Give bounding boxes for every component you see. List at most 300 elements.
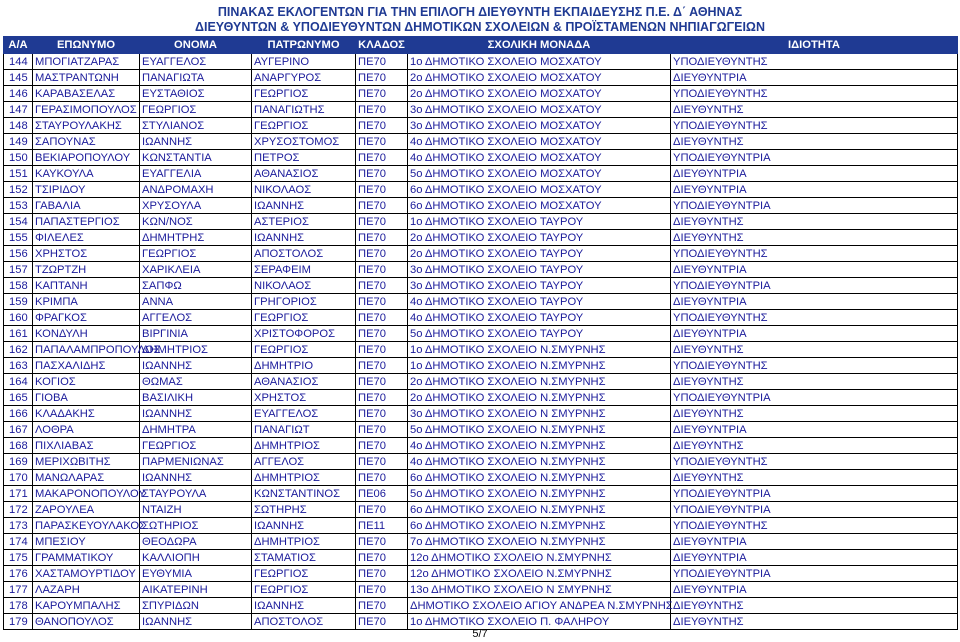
- cell-position: ΔΙΕΥΘΥΝΤΡΙΑ: [671, 326, 958, 342]
- cell-school-unit: 5ο ΔΗΜΟΤΙΚΟ ΣΧΟΛΕΙΟ Ν.ΣΜΥΡΝΗΣ: [408, 486, 671, 502]
- cell-name: ΣΠΥΡΙΔΩΝ: [140, 598, 252, 614]
- cell-aa: 157: [4, 262, 33, 278]
- cell-aa: 153: [4, 198, 33, 214]
- cell-surname: ΚΛΑΔΑΚΗΣ: [33, 406, 140, 422]
- cell-aa: 176: [4, 566, 33, 582]
- cell-fathers-name: ΕΥΑΓΓΕΛΟΣ: [252, 406, 356, 422]
- cell-fathers-name: ΚΩΝΣΤΑΝΤΙΝΟΣ: [252, 486, 356, 502]
- cell-position: ΔΙΕΥΘΥΝΤΗΣ: [671, 374, 958, 390]
- cell-position: ΔΙΕΥΘΥΝΤΗΣ: [671, 470, 958, 486]
- cell-specialty: ΠΕ70: [356, 150, 408, 166]
- cell-school-unit: 2ο ΔΗΜΟΤΙΚΟ ΣΧΟΛΕΙΟ Ν.ΣΜΥΡΝΗΣ: [408, 390, 671, 406]
- cell-surname: ΛΟΘΡΑ: [33, 422, 140, 438]
- cell-aa: 146: [4, 86, 33, 102]
- table-row: [4, 150, 958, 166]
- cell-fathers-name: ΑΥΓΕΡΙΝΟ: [252, 54, 356, 70]
- cell-position: ΥΠΟΔΙΕΥΘΥΝΤΡΙΑ: [671, 502, 958, 518]
- cell-aa: 173: [4, 518, 33, 534]
- cell-fathers-name: ΙΩΑΝΝΗΣ: [252, 198, 356, 214]
- cell-aa: 149: [4, 134, 33, 150]
- cell-position: ΔΙΕΥΘΥΝΤΡΙΑ: [671, 550, 958, 566]
- cell-position: ΥΠΟΔΙΕΥΘΥΝΤΗΣ: [671, 54, 958, 70]
- column-header-school-unit: ΣΧΟΛΙΚΗ ΜΟΝΑΔΑ: [408, 37, 671, 54]
- cell-surname: ΚΡΙΜΠΑ: [33, 294, 140, 310]
- table-row: [4, 374, 958, 390]
- table-row: [4, 246, 958, 262]
- cell-school-unit: 6ο ΔΗΜΟΤΙΚΟ ΣΧΟΛΕΙΟ ΜΟΣΧΑΤΟΥ: [408, 182, 671, 198]
- cell-fathers-name: ΑΣΤΕΡΙΟΣ: [252, 214, 356, 230]
- cell-position: ΥΠΟΔΙΕΥΘΥΝΤΡΙΑ: [671, 486, 958, 502]
- cell-school-unit: 2ο ΔΗΜΟΤΙΚΟ ΣΧΟΛΕΙΟ Ν.ΣΜΥΡΝΗΣ: [408, 374, 671, 390]
- cell-fathers-name: ΑΘΑΝΑΣΙΟΣ: [252, 166, 356, 182]
- cell-specialty: ΠΕ70: [356, 550, 408, 566]
- cell-position: ΔΙΕΥΘΥΝΤΡΙΑ: [671, 422, 958, 438]
- cell-name: ΧΑΡΙΚΛΕΙΑ: [140, 262, 252, 278]
- cell-position: ΥΠΟΔΙΕΥΘΥΝΤΡΙΑ: [671, 566, 958, 582]
- cell-aa: 147: [4, 102, 33, 118]
- cell-position: ΥΠΟΔΙΕΥΘΥΝΤΗΣ: [671, 454, 958, 470]
- cell-surname: ΓΕΡΑΣΙΜΟΠΟΥΛΟΣ: [33, 102, 140, 118]
- cell-name: ΓΕΩΡΓΙΟΣ: [140, 438, 252, 454]
- cell-name: ΚΑΛΛΙΟΠΗ: [140, 550, 252, 566]
- column-header-surname: ΕΠΩΝΥΜΟ: [33, 37, 140, 54]
- cell-position: ΥΠΟΔΙΕΥΘΥΝΤΡΙΑ: [671, 390, 958, 406]
- cell-surname: ΦΡΑΓΚΟΣ: [33, 310, 140, 326]
- cell-school-unit: 1ο ΔΗΜΟΤΙΚΟ ΣΧΟΛΕΙΟ Π. ΦΑΛΗΡΟΥ: [408, 614, 671, 630]
- cell-surname: ΠΑΡΑΣΚΕΥΟΥΛΑΚΟΣ: [33, 518, 140, 534]
- table-row: [4, 102, 958, 118]
- table-header-row: [4, 37, 958, 54]
- table-row: [4, 262, 958, 278]
- table-row: [4, 182, 958, 198]
- cell-fathers-name: ΧΡΗΣΤΟΣ: [252, 390, 356, 406]
- table-row: [4, 454, 958, 470]
- cell-surname: ΜΠΕΣΙΟΥ: [33, 534, 140, 550]
- cell-surname: ΜΠΟΓΙΑΤΖΑΡΑΣ: [33, 54, 140, 70]
- cell-specialty: ΠΕ70: [356, 166, 408, 182]
- table-row: [4, 198, 958, 214]
- cell-name: ΚΩΝ/ΝΟΣ: [140, 214, 252, 230]
- table-row: [4, 326, 958, 342]
- cell-position: ΔΙΕΥΘΥΝΤΗΣ: [671, 342, 958, 358]
- cell-position: ΔΙΕΥΘΥΝΤΗΣ: [671, 102, 958, 118]
- cell-name: ΣΤΑΥΡΟΥΛΑ: [140, 486, 252, 502]
- cell-fathers-name: ΓΕΩΡΓΙΟΣ: [252, 582, 356, 598]
- cell-school-unit: 4ο ΔΗΜΟΤΙΚΟ ΣΧΟΛΕΙΟ Ν.ΣΜΥΡΝΗΣ: [408, 438, 671, 454]
- cell-school-unit: 1ο ΔΗΜΟΤΙΚΟ ΣΧΟΛΕΙΟ Ν.ΣΜΥΡΝΗΣ: [408, 358, 671, 374]
- cell-name: ΙΩΑΝΝΗΣ: [140, 470, 252, 486]
- cell-position: ΔΙΕΥΘΥΝΤΡΙΑ: [671, 182, 958, 198]
- cell-surname: ΠΑΠΑΛΑΜΠΡΟΠΟΥΛΟΣ: [33, 342, 140, 358]
- cell-school-unit: 1ο ΔΗΜΟΤΙΚΟ ΣΧΟΛΕΙΟ ΤΑΥΡΟΥ: [408, 214, 671, 230]
- cell-specialty: ΠΕ70: [356, 390, 408, 406]
- cell-specialty: ΠΕ70: [356, 502, 408, 518]
- table-row: [4, 342, 958, 358]
- cell-school-unit: 12ο ΔΗΜΟΤΙΚΟ ΣΧΟΛΕΙΟ Ν.ΣΜΥΡΝΗΣ: [408, 550, 671, 566]
- cell-school-unit: 6ο ΔΗΜΟΤΙΚΟ ΣΧΟΛΕΙΟ Ν.ΣΜΥΡΝΗΣ: [408, 502, 671, 518]
- cell-position: ΥΠΟΔΙΕΥΘΥΝΤΗΣ: [671, 358, 958, 374]
- cell-specialty: ΠΕ70: [356, 102, 408, 118]
- cell-fathers-name: ΓΕΩΡΓΙΟΣ: [252, 86, 356, 102]
- cell-specialty: ΠΕ70: [356, 278, 408, 294]
- cell-name: ΙΩΑΝΝΗΣ: [140, 358, 252, 374]
- cell-surname: ΠΑΠΑΣΤΕΡΓΙΟΣ: [33, 214, 140, 230]
- cell-surname: ΘΑΝΟΠΟΥΛΟΣ: [33, 614, 140, 630]
- cell-school-unit: 1ο ΔΗΜΟΤΙΚΟ ΣΧΟΛΕΙΟ Ν.ΣΜΥΡΝΗΣ: [408, 342, 671, 358]
- cell-name: ΓΕΩΡΓΙΟΣ: [140, 246, 252, 262]
- cell-school-unit: 6ο ΔΗΜΟΤΙΚΟ ΣΧΟΛΕΙΟ Ν.ΣΜΥΡΝΗΣ: [408, 518, 671, 534]
- cell-fathers-name: ΣΩΤΗΡΗΣ: [252, 502, 356, 518]
- cell-surname: ΣΤΑΥΡΟΥΛΑΚΗΣ: [33, 118, 140, 134]
- cell-specialty: ΠΕ70: [356, 70, 408, 86]
- cell-position: ΔΙΕΥΘΥΝΤΡΙΑ: [671, 166, 958, 182]
- cell-school-unit: 5ο ΔΗΜΟΤΙΚΟ ΣΧΟΛΕΙΟ ΜΟΣΧΑΤΟΥ: [408, 166, 671, 182]
- cell-school-unit: 4ο ΔΗΜΟΤΙΚΟ ΣΧΟΛΕΙΟ ΤΑΥΡΟΥ: [408, 294, 671, 310]
- cell-specialty: ΠΕ70: [356, 358, 408, 374]
- cell-specialty: ΠΕ70: [356, 294, 408, 310]
- cell-surname: ΠΑΣΧΑΛΙΔΗΣ: [33, 358, 140, 374]
- cell-fathers-name: ΓΕΩΡΓΙΟΣ: [252, 342, 356, 358]
- cell-position: ΔΙΕΥΘΥΝΤΗΣ: [671, 134, 958, 150]
- cell-fathers-name: ΔΗΜΗΤΡΙΟΣ: [252, 470, 356, 486]
- cell-fathers-name: ΧΡΙΣΤΟΦΟΡΟΣ: [252, 326, 356, 342]
- cell-fathers-name: ΑΠΟΣΤΟΛΟΣ: [252, 246, 356, 262]
- cell-school-unit: 13ο ΔΗΜΟΤΙΚΟ ΣΧΟΛΕΙΟ Ν ΣΜΥΡΝΗΣ: [408, 582, 671, 598]
- cell-school-unit: 5ο ΔΗΜΟΤΙΚΟ ΣΧΟΛΕΙΟ ΤΑΥΡΟΥ: [408, 326, 671, 342]
- table-row: [4, 422, 958, 438]
- cell-specialty: ΠΕ70: [356, 598, 408, 614]
- cell-specialty: ΠΕ70: [356, 198, 408, 214]
- cell-fathers-name: ΙΩΑΝΝΗΣ: [252, 230, 356, 246]
- cell-school-unit: 2ο ΔΗΜΟΤΙΚΟ ΣΧΟΛΕΙΟ ΜΟΣΧΑΤΟΥ: [408, 86, 671, 102]
- cell-name: ΑΝΝΑ: [140, 294, 252, 310]
- cell-fathers-name: ΑΠΟΣΤΟΛΟΣ: [252, 614, 356, 630]
- cell-fathers-name: ΙΩΑΝΝΗΣ: [252, 518, 356, 534]
- cell-school-unit: 12ο ΔΗΜΟΤΙΚΟ ΣΧΟΛΕΙΟ Ν.ΣΜΥΡΝΗΣ: [408, 566, 671, 582]
- cell-aa: 170: [4, 470, 33, 486]
- cell-aa: 164: [4, 374, 33, 390]
- cell-school-unit: 1ο ΔΗΜΟΤΙΚΟ ΣΧΟΛΕΙΟ ΜΟΣΧΑΤΟΥ: [408, 54, 671, 70]
- cell-aa: 161: [4, 326, 33, 342]
- cell-school-unit: 7ο ΔΗΜΟΤΙΚΟ ΣΧΟΛΕΙΟ Ν.ΣΜΥΡΝΗΣ: [408, 534, 671, 550]
- cell-position: ΔΙΕΥΘΥΝΤΡΙΑ: [671, 582, 958, 598]
- cell-name: ΔΗΜΗΤΡΑ: [140, 422, 252, 438]
- cell-specialty: ΠΕ70: [356, 438, 408, 454]
- cell-position: ΔΙΕΥΘΥΝΤΡΙΑ: [671, 262, 958, 278]
- cell-aa: 163: [4, 358, 33, 374]
- cell-surname: ΒΕΚΙΑΡΟΠΟΥΛΟΥ: [33, 150, 140, 166]
- table-row: [4, 470, 958, 486]
- cell-fathers-name: ΠΑΝΑΓΙΩΤ: [252, 422, 356, 438]
- cell-specialty: ΠΕ70: [356, 310, 408, 326]
- cell-aa: 158: [4, 278, 33, 294]
- cell-name: ΒΙΡΓΙΝΙΑ: [140, 326, 252, 342]
- cell-aa: 174: [4, 534, 33, 550]
- cell-surname: ΚΑΡΟΥΜΠΑΛΗΣ: [33, 598, 140, 614]
- cell-surname: ΧΑΣΤΑΜΟΥΡΤΙΔΟΥ: [33, 566, 140, 582]
- cell-name: ΒΑΣΙΛΙΚΗ: [140, 390, 252, 406]
- cell-name: ΙΩΑΝΝΗΣ: [140, 614, 252, 630]
- cell-name: ΑΝΔΡΟΜΑΧΗ: [140, 182, 252, 198]
- cell-school-unit: 4ο ΔΗΜΟΤΙΚΟ ΣΧΟΛΕΙΟ Ν.ΣΜΥΡΝΗΣ: [408, 454, 671, 470]
- cell-specialty: ΠΕ11: [356, 518, 408, 534]
- cell-aa: 168: [4, 438, 33, 454]
- cell-surname: ΤΖΩΡΤΖΗ: [33, 262, 140, 278]
- table-row: [4, 534, 958, 550]
- cell-school-unit: 3ο ΔΗΜΟΤΙΚΟ ΣΧΟΛΕΙΟ ΜΟΣΧΑΤΟΥ: [408, 102, 671, 118]
- cell-aa: 154: [4, 214, 33, 230]
- cell-position: ΔΙΕΥΘΥΝΤΗΣ: [671, 214, 958, 230]
- cell-aa: 155: [4, 230, 33, 246]
- cell-aa: 167: [4, 422, 33, 438]
- cell-name: ΙΩΑΝΝΗΣ: [140, 134, 252, 150]
- cell-name: ΕΥΘΥΜΙΑ: [140, 566, 252, 582]
- cell-fathers-name: ΣΤΑΜΑΤΙΟΣ: [252, 550, 356, 566]
- cell-fathers-name: ΣΕΡΑΦΕΙΜ: [252, 262, 356, 278]
- cell-fathers-name: ΙΩΑΝΝΗΣ: [252, 598, 356, 614]
- cell-surname: ΤΣΙΡΙΔΟΥ: [33, 182, 140, 198]
- cell-specialty: ΠΕ70: [356, 118, 408, 134]
- cell-position: ΥΠΟΔΙΕΥΘΥΝΤΗΣ: [671, 246, 958, 262]
- cell-name: ΕΥΑΓΓΕΛΙΑ: [140, 166, 252, 182]
- cell-fathers-name: ΑΝΑΡΓΥΡΟΣ: [252, 70, 356, 86]
- cell-fathers-name: ΓΡΗΓΟΡΙΟΣ: [252, 294, 356, 310]
- cell-name: ΘΩΜΑΣ: [140, 374, 252, 390]
- cell-aa: 148: [4, 118, 33, 134]
- cell-specialty: ΠΕ70: [356, 470, 408, 486]
- cell-name: ΕΥΣΤΑΘΙΟΣ: [140, 86, 252, 102]
- cell-name: ΘΕΟΔΩΡΑ: [140, 534, 252, 550]
- table-row: [4, 598, 958, 614]
- document-title: ΠΙΝΑΚΑΣ ΕΚΛΟΓΕΝΤΩΝ ΓΙΑ ΤΗΝ ΕΠΙΛΟΓΗ ΔΙΕΥΘΥΝΤΗ ΕΚΠΑΙΔΕΥΣΗΣ Π.Ε. Δ΄ ΑΘΗΝΑΣ: [217, 5, 743, 19]
- cell-fathers-name: ΝΙΚΟΛΑΟΣ: [252, 278, 356, 294]
- cell-surname: ΚΑΡΑΒΑΣΕΛΑΣ: [33, 86, 140, 102]
- cell-specialty: ΠΕ70: [356, 262, 408, 278]
- cell-aa: 162: [4, 342, 33, 358]
- cell-specialty: ΠΕ70: [356, 342, 408, 358]
- table-row: [4, 502, 958, 518]
- cell-name: ΧΡΥΣΟΥΛΑ: [140, 198, 252, 214]
- cell-aa: 172: [4, 502, 33, 518]
- cell-school-unit: 5ο ΔΗΜΟΤΙΚΟ ΣΧΟΛΕΙΟ Ν.ΣΜΥΡΝΗΣ: [408, 422, 671, 438]
- cell-specialty: ΠΕ70: [356, 134, 408, 150]
- cell-aa: 166: [4, 406, 33, 422]
- cell-name: ΣΤΥΛΙΑΝΟΣ: [140, 118, 252, 134]
- column-header-position: ΙΔΙΟΤΗΤΑ: [671, 37, 958, 54]
- cell-surname: ΚΟΓΙΟΣ: [33, 374, 140, 390]
- table-body: [4, 54, 958, 630]
- cell-surname: ΜΑΣΤΡΑΝΤΩΝΗ: [33, 70, 140, 86]
- cell-school-unit: 2ο ΔΗΜΟΤΙΚΟ ΣΧΟΛΕΙΟ ΜΟΣΧΑΤΟΥ: [408, 70, 671, 86]
- cell-fathers-name: ΓΕΩΡΓΙΟΣ: [252, 118, 356, 134]
- cell-school-unit: 3ο ΔΗΜΟΤΙΚΟ ΣΧΟΛΕΙΟ Ν ΣΜΥΡΝΗΣ: [408, 406, 671, 422]
- table-row: [4, 214, 958, 230]
- cell-name: ΣΑΠΦΩ: [140, 278, 252, 294]
- cell-surname: ΜΕΡΙΧΩΒΙΤΗΣ: [33, 454, 140, 470]
- cell-name: ΙΩΑΝΝΗΣ: [140, 406, 252, 422]
- table-row: [4, 582, 958, 598]
- table-row: [4, 230, 958, 246]
- cell-position: ΥΠΟΔΙΕΥΘΥΝΤΡΙΑ: [671, 198, 958, 214]
- cell-specialty: ΠΕ70: [356, 230, 408, 246]
- cell-school-unit: 3ο ΔΗΜΟΤΙΚΟ ΣΧΟΛΕΙΟ ΤΑΥΡΟΥ: [408, 262, 671, 278]
- cell-fathers-name: ΝΙΚΟΛΑΟΣ: [252, 182, 356, 198]
- cell-aa: 179: [4, 614, 33, 630]
- cell-specialty: ΠΕ70: [356, 54, 408, 70]
- cell-name: ΓΕΩΡΓΙΟΣ: [140, 102, 252, 118]
- page-number: 5/7: [472, 628, 488, 640]
- cell-name: ΑΙΚΑΤΕΡΙΝΗ: [140, 582, 252, 598]
- cell-specialty: ΠΕ06: [356, 486, 408, 502]
- cell-aa: 178: [4, 598, 33, 614]
- table-row: [4, 310, 958, 326]
- cell-fathers-name: ΑΘΑΝΑΣΙΟΣ: [252, 374, 356, 390]
- cell-specialty: ΠΕ70: [356, 246, 408, 262]
- cell-specialty: ΠΕ70: [356, 374, 408, 390]
- cell-school-unit: 2ο ΔΗΜΟΤΙΚΟ ΣΧΟΛΕΙΟ ΤΑΥΡΟΥ: [408, 246, 671, 262]
- table-row: [4, 86, 958, 102]
- document-subtitle: ΔΙΕΥΘΥΝΤΩΝ & ΥΠΟΔΙΕΥΘΥΝΤΩΝ ΔΗΜΟΤΙΚΩΝ ΣΧΟΛΕΙΩΝ & ΠΡΟΪΣΤΑΜΕΝΩΝ ΝΗΠΙΑΓΩΓΕΙΩΝ: [194, 20, 765, 34]
- cell-school-unit: 2ο ΔΗΜΟΤΙΚΟ ΣΧΟΛΕΙΟ ΤΑΥΡΟΥ: [408, 230, 671, 246]
- cell-aa: 152: [4, 182, 33, 198]
- cell-fathers-name: ΔΗΜΗΤΡΙΟΣ: [252, 438, 356, 454]
- cell-specialty: ΠΕ70: [356, 582, 408, 598]
- cell-specialty: ΠΕ70: [356, 534, 408, 550]
- cell-aa: 151: [4, 166, 33, 182]
- cell-name: ΝΤΑΙΖΗ: [140, 502, 252, 518]
- cell-specialty: ΠΕ70: [356, 614, 408, 630]
- cell-specialty: ΠΕ70: [356, 454, 408, 470]
- cell-name: ΠΑΝΑΓΙΩΤΑ: [140, 70, 252, 86]
- column-header-fathers-name: ΠΑΤΡΩΝΥΜΟ: [252, 37, 356, 54]
- cell-name: ΕΥΑΓΓΕΛΟΣ: [140, 54, 252, 70]
- cell-position: ΔΙΕΥΘΥΝΤΗΣ: [671, 614, 958, 630]
- cell-school-unit: 4ο ΔΗΜΟΤΙΚΟ ΣΧΟΛΕΙΟ ΜΟΣΧΑΤΟΥ: [408, 150, 671, 166]
- cell-surname: ΖΑΡΟΥΛΕΑ: [33, 502, 140, 518]
- column-header-specialty: ΚΛΑΔΟΣ: [356, 37, 408, 54]
- cell-fathers-name: ΠΑΝΑΓΙΩΤΗΣ: [252, 102, 356, 118]
- table-row: [4, 406, 958, 422]
- cell-aa: 150: [4, 150, 33, 166]
- cell-position: ΔΙΕΥΘΥΝΤΡΙΑ: [671, 534, 958, 550]
- cell-position: ΥΠΟΔΙΕΥΘΥΝΤΗΣ: [671, 518, 958, 534]
- cell-position: ΥΠΟΔΙΕΥΘΥΝΤΗΣ: [671, 310, 958, 326]
- cell-surname: ΚΑΥΚΟΥΛΑ: [33, 166, 140, 182]
- cell-position: ΥΠΟΔΙΕΥΘΥΝΤΡΙΑ: [671, 150, 958, 166]
- table-row: [4, 438, 958, 454]
- cell-specialty: ΠΕ70: [356, 566, 408, 582]
- cell-fathers-name: ΓΕΩΡΓΙΟΣ: [252, 566, 356, 582]
- cell-aa: 156: [4, 246, 33, 262]
- table-row: [4, 486, 958, 502]
- cell-school-unit: 4ο ΔΗΜΟΤΙΚΟ ΣΧΟΛΕΙΟ ΜΟΣΧΑΤΟΥ: [408, 134, 671, 150]
- cell-specialty: ΠΕ70: [356, 214, 408, 230]
- cell-position: ΔΙΕΥΘΥΝΤΗΣ: [671, 598, 958, 614]
- cell-surname: ΚΟΝΔΥΛΗ: [33, 326, 140, 342]
- cell-aa: 175: [4, 550, 33, 566]
- table-row: [4, 134, 958, 150]
- table-row: [4, 518, 958, 534]
- cell-specialty: ΠΕ70: [356, 326, 408, 342]
- column-header-name: ΟΝΟΜΑ: [140, 37, 252, 54]
- cell-position: ΔΙΕΥΘΥΝΤΡΙΑ: [671, 294, 958, 310]
- cell-surname: ΧΡΗΣΤΟΣ: [33, 246, 140, 262]
- cell-surname: ΛΑΖΑΡΗ: [33, 582, 140, 598]
- cell-aa: 165: [4, 390, 33, 406]
- table-row: [4, 118, 958, 134]
- table-row: [4, 550, 958, 566]
- cell-specialty: ΠΕ70: [356, 86, 408, 102]
- cell-school-unit: 3ο ΔΗΜΟΤΙΚΟ ΣΧΟΛΕΙΟ ΜΟΣΧΑΤΟΥ: [408, 118, 671, 134]
- cell-surname: ΓΑΒΑΛΙΑ: [33, 198, 140, 214]
- cell-surname: ΣΑΠΟΥΝΑΣ: [33, 134, 140, 150]
- cell-school-unit: ΔΗΜΟΤΙΚΟ ΣΧΟΛΕΙΟ ΑΓΙΟΥ ΑΝΔΡΕΑ Ν.ΣΜΥΡΝΗΣ: [408, 598, 671, 614]
- cell-name: ΔΗΜΗΤΡΙΟΣ: [140, 342, 252, 358]
- cell-surname: ΠΙΧΛΙΑΒΑΣ: [33, 438, 140, 454]
- cell-surname: ΓΡΑΜΜΑΤΙΚΟΥ: [33, 550, 140, 566]
- cell-position: ΥΠΟΔΙΕΥΘΥΝΤΡΙΑ: [671, 278, 958, 294]
- cell-specialty: ΠΕ70: [356, 182, 408, 198]
- cell-fathers-name: ΠΕΤΡΟΣ: [252, 150, 356, 166]
- elected-table: [3, 36, 958, 630]
- cell-specialty: ΠΕ70: [356, 406, 408, 422]
- cell-fathers-name: ΧΡΥΣΟΣΤΟΜΟΣ: [252, 134, 356, 150]
- cell-position: ΥΠΟΔΙΕΥΘΥΝΤΗΣ: [671, 118, 958, 134]
- cell-surname: ΜΑΝΩΛΑΡΑΣ: [33, 470, 140, 486]
- table-row: [4, 358, 958, 374]
- table-row: [4, 566, 958, 582]
- table-row: [4, 294, 958, 310]
- cell-position: ΔΙΕΥΘΥΝΤΗΣ: [671, 230, 958, 246]
- table-row: [4, 54, 958, 70]
- cell-fathers-name: ΔΗΜΗΤΡΙΟ: [252, 358, 356, 374]
- cell-surname: ΜΑΚΑΡΟΝΟΠΟΥΛΟΥ: [33, 486, 140, 502]
- cell-fathers-name: ΓΕΩΡΓΙΟΣ: [252, 310, 356, 326]
- cell-surname: ΚΑΠΤΑΝΗ: [33, 278, 140, 294]
- table-row: [4, 70, 958, 86]
- cell-specialty: ΠΕ70: [356, 422, 408, 438]
- cell-position: ΥΠΟΔΙΕΥΘΥΝΤΗΣ: [671, 86, 958, 102]
- cell-surname: ΦΙΛΕΛΕΣ: [33, 230, 140, 246]
- cell-aa: 159: [4, 294, 33, 310]
- cell-position: ΔΙΕΥΘΥΝΤΗΣ: [671, 438, 958, 454]
- table-row: [4, 390, 958, 406]
- cell-school-unit: 6ο ΔΗΜΟΤΙΚΟ ΣΧΟΛΕΙΟ ΜΟΣΧΑΤΟΥ: [408, 198, 671, 214]
- cell-name: ΚΩΝΣΤΑΝΤΙΑ: [140, 150, 252, 166]
- cell-aa: 177: [4, 582, 33, 598]
- cell-position: ΔΙΕΥΘΥΝΤΗΣ: [671, 406, 958, 422]
- cell-school-unit: 4ο ΔΗΜΟΤΙΚΟ ΣΧΟΛΕΙΟ ΤΑΥΡΟΥ: [408, 310, 671, 326]
- column-header-aa: Α/Α: [4, 37, 33, 54]
- cell-name: ΔΗΜΗΤΡΗΣ: [140, 230, 252, 246]
- cell-fathers-name: ΑΓΓΕΛΟΣ: [252, 454, 356, 470]
- cell-aa: 171: [4, 486, 33, 502]
- table-row: [4, 278, 958, 294]
- cell-name: ΣΩΤΗΡΙΟΣ: [140, 518, 252, 534]
- table-row: [4, 166, 958, 182]
- cell-name: ΑΓΓΕΛΟΣ: [140, 310, 252, 326]
- cell-fathers-name: ΔΗΜΗΤΡΙΟΣ: [252, 534, 356, 550]
- cell-aa: 160: [4, 310, 33, 326]
- cell-name: ΠΑΡΜΕΝΙΩΝΑΣ: [140, 454, 252, 470]
- cell-position: ΔΙΕΥΘΥΝΤΡΙΑ: [671, 70, 958, 86]
- cell-school-unit: 6ο ΔΗΜΟΤΙΚΟ ΣΧΟΛΕΙΟ Ν.ΣΜΥΡΝΗΣ: [408, 470, 671, 486]
- cell-aa: 144: [4, 54, 33, 70]
- cell-aa: 145: [4, 70, 33, 86]
- cell-aa: 169: [4, 454, 33, 470]
- cell-school-unit: 3ο ΔΗΜΟΤΙΚΟ ΣΧΟΛΕΙΟ ΤΑΥΡΟΥ: [408, 278, 671, 294]
- cell-surname: ΓΙΟΒΑ: [33, 390, 140, 406]
